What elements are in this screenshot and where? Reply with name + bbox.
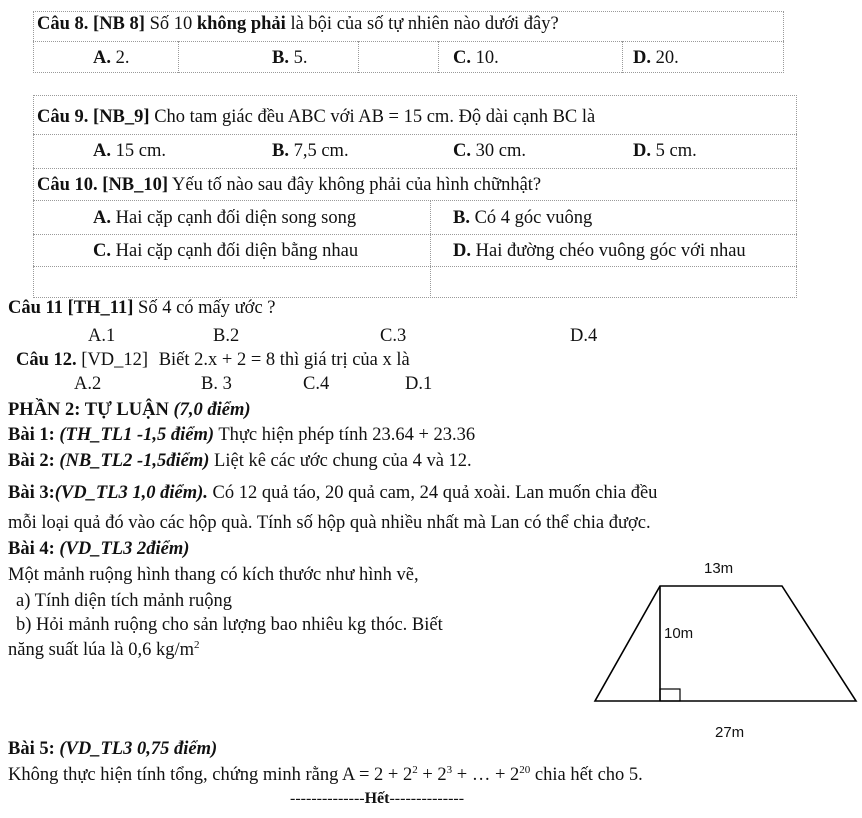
option-b xyxy=(453,209,592,228)
superscript: 2 xyxy=(412,764,418,776)
exercise-label: Bài 4: xyxy=(8,539,55,559)
question-12 xyxy=(16,351,410,370)
option-b xyxy=(272,49,307,68)
option-letter: C. xyxy=(453,48,471,68)
option-text: 15 cm. xyxy=(115,141,166,161)
option-a: A.2 xyxy=(74,374,102,394)
option-c xyxy=(453,142,526,161)
option-a xyxy=(93,49,130,68)
bai-1 xyxy=(8,426,475,445)
table-divider xyxy=(622,41,623,73)
trapezoid-svg xyxy=(592,556,862,746)
option-text: 20. xyxy=(655,48,679,68)
bai-2 xyxy=(8,452,472,471)
question-number: Câu 10. xyxy=(37,175,98,195)
option-c xyxy=(453,49,499,68)
part-title: PHẦN 2: TỰ LUẬN xyxy=(8,400,169,420)
question-tag: [NB_10] xyxy=(102,175,169,195)
option-letter: D. xyxy=(633,141,651,161)
table-divider xyxy=(33,134,797,135)
bai-4 xyxy=(8,540,189,559)
end-text: Hết xyxy=(364,790,390,807)
exercise-tag: (TH_TL1 -1,5 điểm) xyxy=(59,425,215,445)
trapezoid-figure xyxy=(592,556,862,746)
dashes-left: -------------- xyxy=(290,790,365,807)
option-text: Có 4 góc vuông xyxy=(474,208,593,228)
superscript: 3 xyxy=(446,764,453,776)
question-text: Biết 2.x + 2 = 8 thì giá trị của x là xyxy=(158,350,410,370)
question-text: Yếu tố nào sau đây không phải của hình chữnhật? xyxy=(172,175,542,195)
option-letter: C. xyxy=(453,141,471,161)
superscript: 2 xyxy=(194,639,200,651)
table-divider xyxy=(438,41,439,73)
option-b xyxy=(272,142,349,161)
option-b: B.2 xyxy=(213,326,240,346)
question-11 xyxy=(8,299,276,318)
question-9 xyxy=(37,108,595,127)
option-letter: D. xyxy=(633,48,651,68)
table-divider xyxy=(33,266,797,267)
option-text: 5. xyxy=(293,48,308,68)
question-text: Số 10 xyxy=(149,14,193,34)
question-number: Câu 12. xyxy=(16,350,77,370)
part-2-heading xyxy=(8,401,251,420)
option-letter: C. xyxy=(93,241,111,261)
bai-4-line-4 xyxy=(8,640,200,660)
bai-4-line-2: a) Tính diện tích mảnh ruộng xyxy=(16,591,232,611)
exercise-label: Bài 1: xyxy=(8,425,55,445)
question-8 xyxy=(37,15,559,34)
option-text: 10. xyxy=(475,48,499,68)
question-emphasis: không phải xyxy=(196,14,286,34)
exercise-text: Có 12 quả táo, 20 quả cam, 24 quả xoài. Lan muốn chia đều xyxy=(212,483,658,503)
question-text: Số 4 có mấy ước ? xyxy=(138,298,276,318)
question-number: Câu 9. xyxy=(37,107,89,127)
option-a: A.1 xyxy=(88,326,116,346)
option-d: D.4 xyxy=(570,326,598,346)
exercise-text: Liệt kê các ước chung của 4 và 12. xyxy=(214,451,472,471)
question-heading: Câu 11 [TH_11] xyxy=(8,298,134,318)
dashes-right: -------------- xyxy=(389,790,465,807)
option-text: 7,5 cm. xyxy=(293,141,349,161)
exercise-tag: (VD_TL3 0,75 điểm) xyxy=(59,739,218,759)
option-text: Hai cặp cạnh đối diện song song xyxy=(115,208,357,228)
label-bottom: 27m xyxy=(715,724,745,741)
label-height: 10m xyxy=(664,625,694,642)
option-b: B. 3 xyxy=(201,374,232,394)
table-divider xyxy=(178,41,179,73)
option-letter: B. xyxy=(272,141,289,161)
option-d xyxy=(633,142,697,161)
exercise-tag: (NB_TL2 -1,5điểm) xyxy=(59,451,210,471)
option-text: Hai đường chéo vuông góc với nhau xyxy=(475,241,746,261)
option-a xyxy=(93,142,166,161)
bai-4-line-3: b) Hỏi mảnh ruộng cho sản lượng bao nhiêu kg thóc. Biết xyxy=(16,615,443,635)
question-tag: [NB_9] xyxy=(93,107,150,127)
exercise-text: + … + 2 xyxy=(452,765,520,785)
question-10 xyxy=(37,176,541,195)
end-marker xyxy=(290,791,464,807)
part-points: (7,0 điểm) xyxy=(173,400,251,420)
trapezoid-shape xyxy=(595,586,856,701)
exercise-text: Thực hiện phép tính 23.64 + 23.36 xyxy=(218,425,476,445)
exercise-text: Không thực hiện tính tổng, chứng minh rằng A = 2 + 2 xyxy=(8,765,413,785)
option-letter: A. xyxy=(93,141,111,161)
option-text: 5 cm. xyxy=(655,141,697,161)
question-text: là bội của số tự nhiên nào dưới đây? xyxy=(290,14,559,34)
bai-5-statement xyxy=(8,765,643,785)
option-letter: B. xyxy=(272,48,289,68)
question-tag: [VD_12] xyxy=(81,350,149,370)
table-divider xyxy=(33,168,797,169)
question-tag: [NB 8] xyxy=(93,14,145,34)
bai-3-line-2: mỗi loại quả đó vào các hộp quà. Tính số hộp quà nhiều nhất mà Lan có thể chia được. xyxy=(8,513,651,533)
option-d xyxy=(633,49,679,68)
table-divider xyxy=(33,234,797,235)
option-c: C.4 xyxy=(303,374,330,394)
exercise-label: Bài 5: xyxy=(8,739,55,759)
exercise-label: Bài 3: xyxy=(8,483,55,503)
option-letter: A. xyxy=(93,208,111,228)
right-angle-marker xyxy=(660,689,680,701)
table-divider xyxy=(33,41,784,42)
exercise-text: chia hết cho 5. xyxy=(530,765,643,785)
exercise-text: + 2 xyxy=(417,765,447,785)
option-letter: B. xyxy=(453,208,470,228)
table-divider xyxy=(430,200,431,298)
exercise-label: Bài 2: xyxy=(8,451,55,471)
option-d: D.1 xyxy=(405,374,433,394)
option-d xyxy=(453,242,746,261)
superscript: 20 xyxy=(519,764,531,776)
label-top: 13m xyxy=(704,560,734,577)
exercise-tag: (VD_TL3 1,0 điểm). xyxy=(54,483,208,503)
exercise-text: năng suất lúa là 0,6 kg/m xyxy=(8,640,194,660)
option-c xyxy=(93,242,358,261)
option-text: Hai cặp cạnh đối diện bằng nhau xyxy=(115,241,359,261)
question-number: Câu 8. xyxy=(37,14,89,34)
option-a xyxy=(93,209,356,228)
option-letter: D. xyxy=(453,241,471,261)
bai-5 xyxy=(8,740,217,759)
exercise-tag: (VD_TL3 2điểm) xyxy=(59,539,190,559)
option-text: 30 cm. xyxy=(475,141,526,161)
bai-4-line-1: Một mảnh ruộng hình thang có kích thước như hình vẽ, xyxy=(8,565,419,585)
option-text: 2. xyxy=(115,48,130,68)
question-text: Cho tam giác đều ABC với AB = 15 cm. Độ dài cạnh BC là xyxy=(154,107,596,127)
bai-3 xyxy=(8,484,657,503)
table-divider xyxy=(33,200,797,201)
table-divider xyxy=(358,41,359,73)
option-letter: A. xyxy=(93,48,111,68)
option-c: C.3 xyxy=(380,326,407,346)
